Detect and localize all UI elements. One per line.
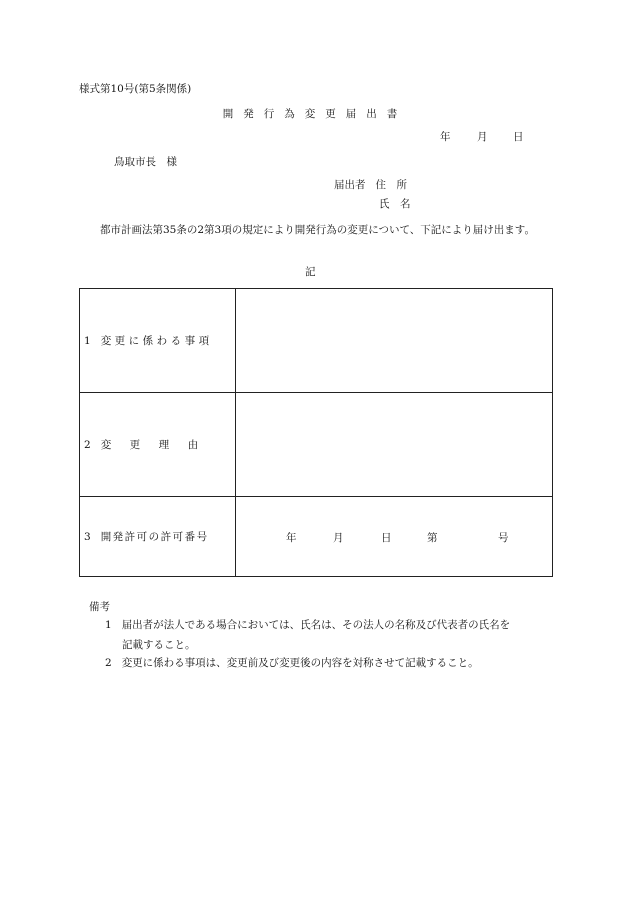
- date-line: [440, 129, 524, 144]
- row-label-text: 変更に係わる事項: [100, 335, 213, 347]
- applicant-name-row: [379, 196, 411, 211]
- addressee: 鳥取市長 様: [114, 156, 177, 168]
- ki-heading: 記: [305, 266, 316, 278]
- change-items-field[interactable]: [236, 289, 553, 393]
- permit-month: 月: [333, 531, 344, 544]
- table-row: [80, 289, 553, 393]
- applicant-name-label: 氏 名: [379, 198, 411, 210]
- table-row: [80, 497, 553, 577]
- applicant-label: 届出者: [334, 179, 366, 191]
- date-month: 月: [477, 131, 488, 143]
- row-label-text: 変 更 理 由: [100, 439, 203, 451]
- table-row: [80, 393, 553, 497]
- row-number: 1: [84, 335, 91, 347]
- change-reason-field[interactable]: [236, 393, 553, 497]
- date-year: 年: [440, 131, 451, 143]
- row-number: 2: [84, 439, 91, 451]
- permit-day: 日: [381, 531, 392, 544]
- note-number: 2: [105, 657, 112, 669]
- note-item: [105, 655, 479, 670]
- note-item-continuation: 記載すること。: [122, 639, 196, 651]
- applicant-address-label: 住 所: [375, 179, 407, 191]
- form-number: 様式第10号(第5条関係): [79, 83, 192, 95]
- form-table: [79, 288, 553, 577]
- notes-heading: 備考: [89, 601, 110, 613]
- note-item: [105, 617, 510, 632]
- row-label: [80, 289, 236, 393]
- permit-number-field[interactable]: [236, 497, 553, 577]
- note-text: 届出者が法人である場合においては、氏名は、その法人の名称及び代表者の氏名を: [121, 619, 511, 631]
- date-day: 日: [513, 131, 524, 143]
- row-number: 3: [84, 531, 91, 543]
- permit-go: 号: [498, 531, 509, 544]
- permit-year: 年: [286, 531, 297, 544]
- row-label-text: 開発許可の許可番号: [100, 531, 209, 543]
- note-text: 変更に係わる事項は、変更前及び変更後の内容を対称させて記載すること。: [121, 657, 479, 669]
- applicant-address-row: [334, 177, 407, 192]
- document-title: 開発行為変更届出書: [222, 108, 408, 120]
- row-label: [80, 497, 236, 577]
- note-number: 1: [105, 619, 112, 631]
- row-label: [80, 393, 236, 497]
- body-text: 都市計画法第35条の2第3項の規定により開発行為の変更について、下記により届け出ます。: [100, 224, 535, 236]
- permit-line: [236, 530, 552, 544]
- permit-dai: 第: [427, 531, 438, 544]
